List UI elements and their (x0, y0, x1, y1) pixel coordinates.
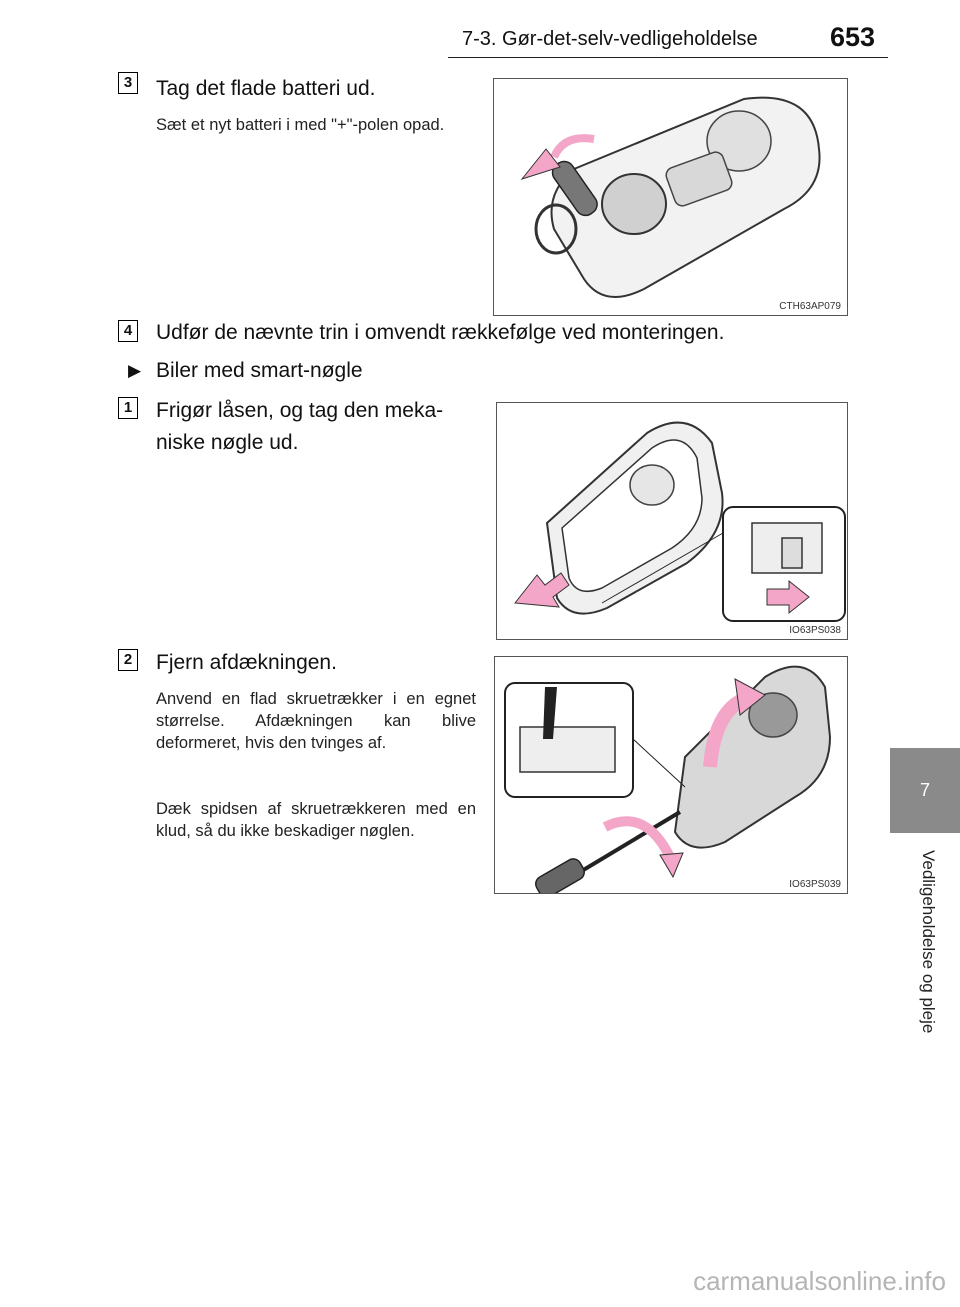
cover-removal-illustration (495, 657, 847, 893)
figure-mechanical-key (496, 402, 848, 640)
section-title: 7-3. Gør-det-selv-vedligeholdelse (462, 28, 758, 50)
watermark: carmanualsonline.info (693, 1266, 946, 1296)
figure-code: IO63PS038 (789, 625, 841, 636)
step-number-1: 1 (118, 397, 138, 419)
header-rule (448, 57, 888, 58)
step-number-2: 2 (118, 649, 138, 671)
smart-key-illustration (497, 403, 847, 639)
chapter-label: Vedligeholdelse og pleje (919, 850, 938, 1034)
page-number: 653 (830, 22, 876, 52)
step-1-title-line1: Frigør låsen, og tag den meka- (156, 399, 444, 422)
step-2-detail-2: Dæk spidsen af skruetrækkeren med en klud, så du ikke beskadiger nøglen. (156, 800, 476, 840)
figure-cover-removal (494, 656, 848, 894)
step-4-title: Udfør de nævnte trin i omvendt rækkefølge ved monteringen. (156, 321, 725, 344)
step-2-detail-1: Anvend en flad skruetrækker i en egnet størrelse. Afdækningen kan blive deformeret, hvis den tvinges af. (156, 690, 476, 752)
step-number-4: 4 (118, 320, 138, 342)
smart-key-heading: Biler med smart-nøgle (156, 359, 363, 382)
figure-code: IO63PS039 (789, 879, 841, 890)
step-number-3: 3 (118, 72, 138, 94)
step-1-title-line2: niske nøgle ud. (156, 431, 299, 454)
step-3-detail: Sæt et nyt batteri i med "+"-polen opad. (156, 116, 445, 134)
step-2-title: Fjern afdækningen. (156, 651, 337, 674)
step-3-title: Tag det flade batteri ud. (156, 77, 376, 100)
figure-code: CTH63AP079 (779, 301, 841, 312)
triangle-bullet-icon: ▶ (128, 361, 142, 380)
figure-battery-removal (493, 78, 848, 316)
key-battery-illustration (494, 79, 847, 315)
chapter-tab: 7 (890, 748, 960, 833)
